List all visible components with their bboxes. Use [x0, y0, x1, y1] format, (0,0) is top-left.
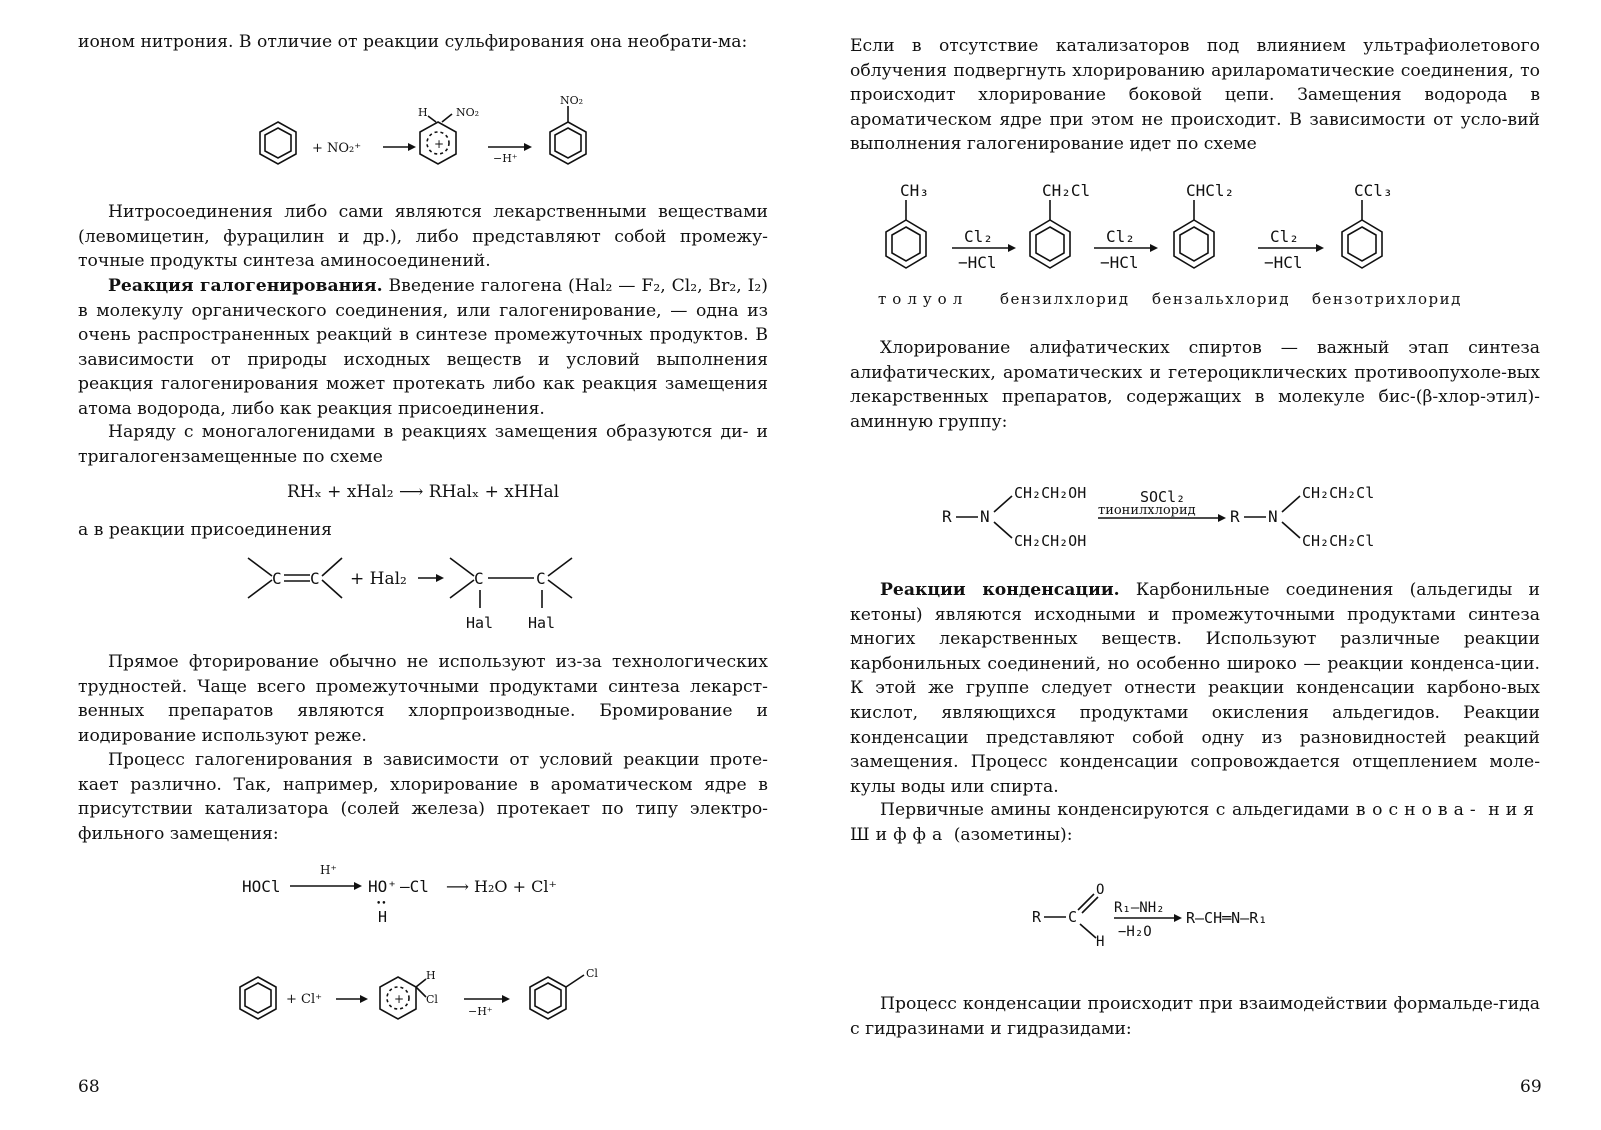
sigma-no2-label: NO₂ — [456, 106, 480, 119]
addition-scheme — [238, 548, 618, 648]
minus-h-label: −H⁺ — [468, 1005, 493, 1018]
chlorobenzene-cl-label: Cl — [586, 967, 598, 980]
equation-substitution: RHₓ + xHal₂ ⟶ RHalₓ + xHHal — [286, 482, 560, 502]
left-paragraph-4: Наряду с моногалогенидами в реакциях замещения образуются ди- и тригалогензамещенные по схеме — [78, 422, 768, 467]
chlorination-scheme — [228, 955, 648, 1035]
nitrobenzene-ring — [550, 106, 586, 164]
hcl-label-2: −HCl — [1100, 253, 1139, 272]
aldehyde-c: C — [1068, 908, 1078, 926]
sigma-complex-charge: + — [434, 137, 445, 151]
protonated-h: H — [378, 908, 388, 926]
protonated-cl: —Cl — [400, 877, 429, 896]
condensation-heading: Реакции конденсации. — [880, 580, 1120, 600]
product-c1: C — [474, 569, 484, 588]
socl2-scheme — [940, 472, 1500, 562]
hal-label-1: Hal — [466, 614, 494, 632]
lone-pair-dots: •• — [376, 899, 387, 909]
hal2-label: + Hal₂ — [350, 569, 407, 589]
cl2-label-2: Cl₂ — [1106, 227, 1135, 246]
hocl-scheme — [238, 850, 618, 930]
aldehyde-o: O — [1096, 882, 1105, 898]
hcl-label-3: −HCl — [1264, 253, 1303, 272]
left-paragraph-6: Прямое фторирование обычно не используют из-за технологических трудностей. Чаще всего промежуточными продуктами синтеза лекарст-венных препаратов являются хлорпроизводные. Бромирование и иодирование используют реже. — [78, 652, 768, 746]
benzene-ring — [260, 122, 296, 164]
sigma-h-label: H — [418, 106, 428, 119]
amine-reagent: R₁—NH₂ — [1114, 900, 1165, 916]
name-toluene: толуол — [878, 290, 969, 308]
minus-water-label: −H₂O — [1118, 924, 1152, 940]
sigma-h-label: H — [426, 969, 436, 982]
right-paragraph-5: Процесс конденсации происходит при взаимодействии формальде-гида с гидразинами и гидразидами: — [850, 994, 1540, 1039]
hocl-products: ⟶ H₂O + Cl⁺ — [446, 877, 557, 896]
product-substituent-1: CH₂CH₂Cl — [1302, 484, 1375, 502]
cl-plus-label: + Cl⁺ — [286, 992, 322, 1007]
group-ch3: CH₃ — [900, 181, 929, 200]
alkene-c2: C — [310, 569, 320, 588]
left-page — [78, 0, 768, 1130]
left-page-number: 68 — [78, 1077, 100, 1097]
cl2-label-1: Cl₂ — [964, 227, 993, 246]
aldehyde-r: R — [1032, 908, 1042, 926]
protonated-ho: HO⁺ — [368, 877, 397, 896]
right-page-number: 69 — [1520, 1077, 1542, 1097]
cl2-label-3: Cl₂ — [1270, 227, 1299, 246]
group-ccl3: CCl₃ — [1354, 181, 1393, 200]
schiff-base-scheme — [1030, 880, 1450, 960]
hcl-label-1: −HCl — [958, 253, 997, 272]
thionyl-chloride-label: тионилхлорид — [1098, 503, 1196, 518]
substituent-1: CH₂CH₂OH — [1014, 484, 1087, 502]
name-benzotrichloride: бензотрихлорид — [1312, 290, 1462, 308]
amine-r: R — [942, 507, 952, 526]
product-r: R — [1230, 507, 1240, 526]
schiff-term-b: ния Шиффа — [850, 800, 1541, 845]
sigma-cl-label: Cl — [426, 993, 438, 1006]
group-chcl2: CHCl₂ — [1186, 181, 1235, 200]
chlorobenzene-ring — [530, 975, 584, 1019]
left-paragraph-1: ионом нитрония. В отличие от реакции сульфирования она необрати-ма: — [78, 32, 748, 52]
hocl-label: HOCl — [242, 877, 281, 896]
hplus-label: H⁺ — [320, 863, 337, 877]
left-paragraph-2: Нитросоединения либо сами являются лекарственными веществами (левомицетин, фурацилин и др.), либо представляют собой промежу-точные продукты синтеза аминосоединений. — [78, 202, 768, 272]
right-paragraph-2: Хлорирование алифатических спиртов — важный этап синтеза алифатических, ароматических и гетероциклических противоопухоле-вых лекарственных препаратов, содержащих в молекуле бис-(β-хлор-этил)-аминную группу: — [850, 338, 1540, 432]
group-ch2cl: CH₂Cl — [1042, 181, 1091, 200]
left-paragraph-3: Реакция галогенирования. Введение галогена (Hal₂ — F₂, Cl₂, Br₂, I₂) в молекулу органического соединения, или галогенирование, — одна из очень распространенных реакций в синтезе промежуточных продуктов. В зависимости от природы исходных веществ и условий выполнения реакция галогенирования может протекать либо как реакция замещения атома водорода, либо как реакция присоединения. — [78, 276, 768, 419]
product-substituent-2: CH₂CH₂Cl — [1302, 532, 1375, 550]
benzene-ring — [240, 977, 276, 1019]
benzotrichloride-structure — [1342, 200, 1382, 268]
schiff-product: R—CH═N—R₁ — [1186, 909, 1268, 927]
nitrobenzene-no2-label: NO₂ — [560, 94, 584, 107]
left-paragraph-7: Процесс галогенирования в зависимости от условий реакции проте-кает различно. Так, например, хлорирование в ароматическом ядре в присутствии катализатора (солей железа) протекает по типу электро-фильного замещения: — [78, 750, 768, 844]
product-c2: C — [536, 569, 546, 588]
right-paragraph-1: Если в отсутствие катализаторов под влиянием ультрафиолетового облучения подвергнуть хлорированию ариларoматические соединения, то происходит хлорирование боковой цепи. Замещения водорода в ароматическом ядре при этом не происходит. В зависимости от усло-вий выполнения галогенирование идет по схеме — [850, 36, 1540, 155]
toluene-structure — [886, 200, 926, 268]
right-paragraph-3: Реакции конденсации. Карбонильные соединения (альдегиды и кетоны) являются исходными и промежуточными продуктами синтеза многих лекарственных веществ. Используют различные реакции карбонильных соединений, но особенно широко — реакции конденса-ции. К этой же группе следует отнести реакции конденсации карбоно-вых кислот, являющихся продуктами окисления альдегидов. Реакции конденсации представляют собой одну из разновидностей реакций замещения. Процесс конденсации сопровождается отщеплением моле-кулы воды или спирта. — [850, 580, 1540, 797]
amine-n: N — [980, 507, 990, 526]
substituent-2: CH₂CH₂OH — [1014, 532, 1087, 550]
halogenation-heading: Реакция галогенирования. — [108, 276, 383, 296]
name-benzal-chloride: бензальхлорид — [1152, 290, 1291, 308]
name-benzyl-chloride: бензилхлорид — [1000, 290, 1130, 308]
minus-h-label: −H⁺ — [493, 152, 518, 165]
side-chain-scheme — [860, 172, 1540, 322]
schiff-term-a: основа- — [1372, 800, 1482, 820]
sigma-complex-charge: + — [394, 992, 405, 1006]
alkene-c1: C — [272, 569, 282, 588]
nitration-scheme — [238, 92, 678, 192]
hal-label-2: Hal — [528, 614, 556, 632]
aldehyde-h: H — [1096, 934, 1105, 950]
benzyl-chloride-structure — [1030, 200, 1070, 268]
left-paragraph-5: а в реакции присоединения — [78, 520, 332, 540]
nitronium-label: + NO₂⁺ — [312, 141, 362, 156]
socl2-label: SOCl₂ — [1140, 488, 1186, 506]
product-n: N — [1268, 507, 1278, 526]
benzal-chloride-structure — [1174, 200, 1214, 268]
right-paragraph-4: Первичные амины конденсируются с альдегидами в основа- ния Шиффа (азометины): — [850, 800, 1541, 845]
right-page — [850, 0, 1540, 1130]
